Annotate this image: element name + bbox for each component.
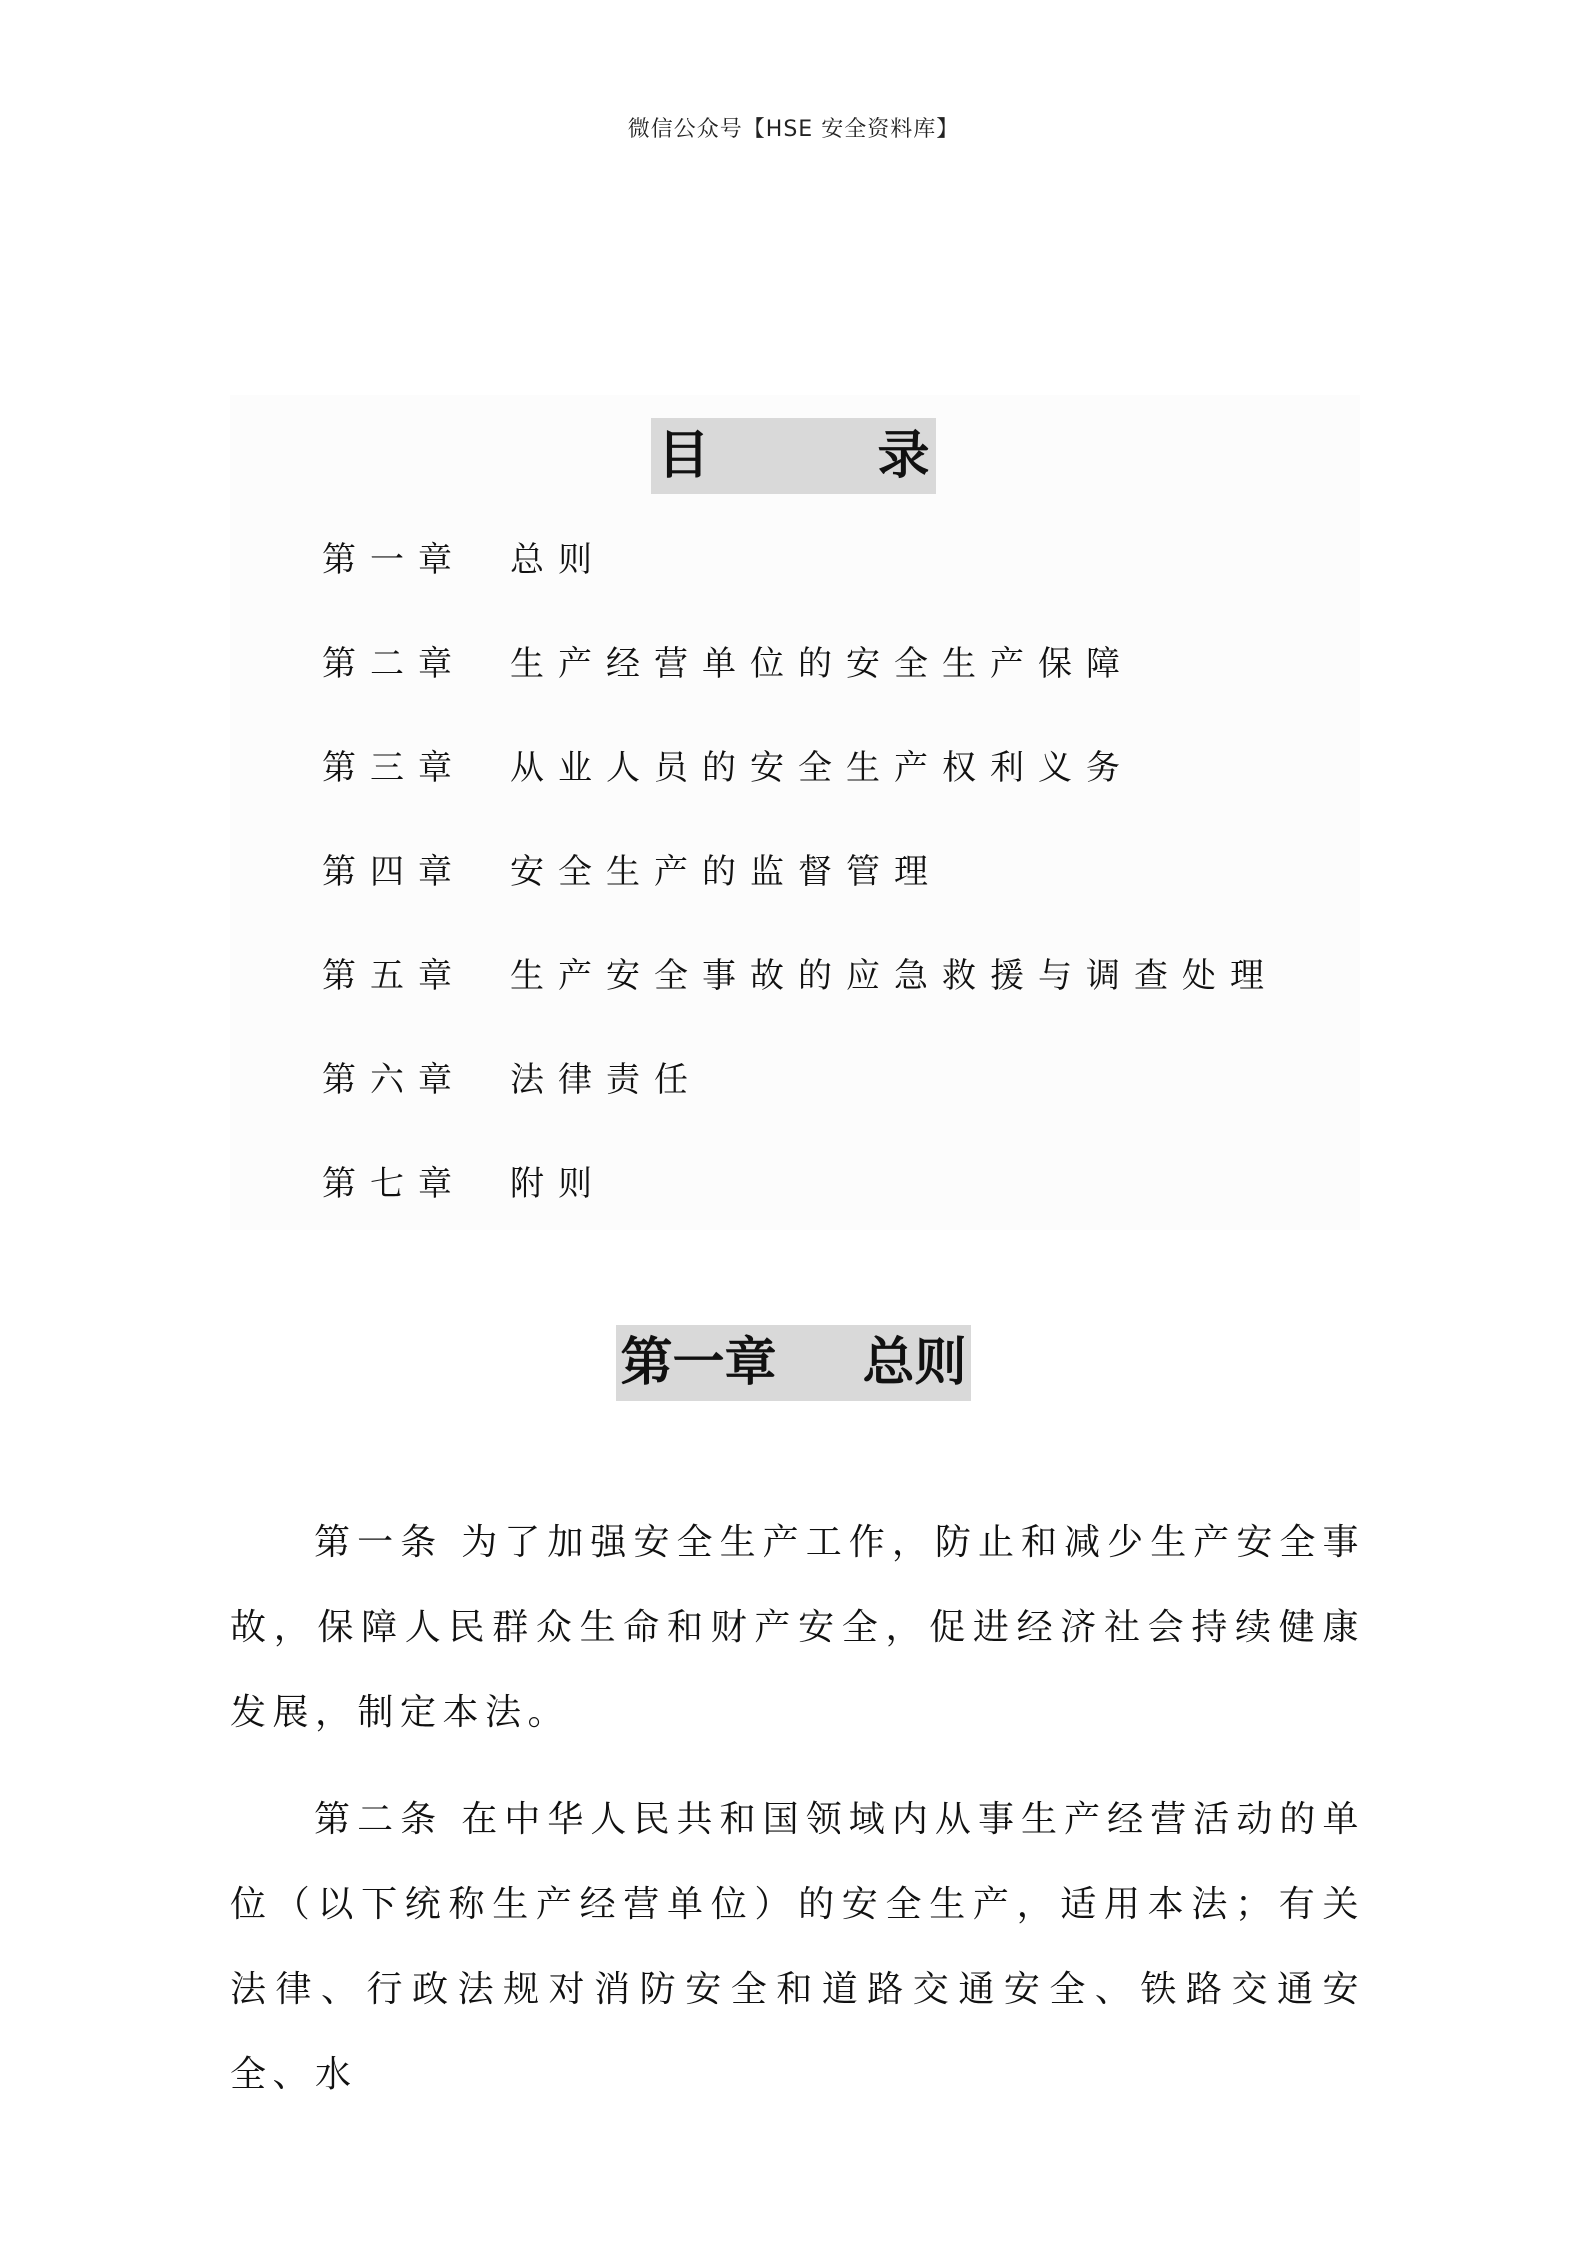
toc-chapter-name: 附则 bbox=[510, 1164, 606, 1204]
chapter-heading bbox=[616, 1325, 970, 1401]
toc-item-chapter-4[interactable] bbox=[322, 834, 1278, 938]
toc-item-chapter-3[interactable] bbox=[322, 730, 1278, 834]
article-text: 在中华人民共和国领域内从事生产经营活动的单位（以下统称生产经营单位）的安全生产，适用本法；有关法律、行政法规对消防安全和道路交通安全、铁路交通安全、水 bbox=[230, 1799, 1365, 2095]
toc-chapter-number: 第六章 bbox=[322, 1060, 466, 1100]
toc-chapter-number: 第七章 bbox=[322, 1164, 466, 1204]
toc-item-chapter-5[interactable] bbox=[322, 938, 1278, 1042]
toc-item-chapter-6[interactable] bbox=[322, 1042, 1278, 1146]
article-label: 第一条 bbox=[314, 1522, 444, 1563]
toc-item-chapter-1[interactable] bbox=[322, 522, 1278, 626]
toc-chapter-number: 第三章 bbox=[322, 748, 466, 788]
chapter-number: 第一章 bbox=[620, 1332, 777, 1393]
chapter-body bbox=[230, 1500, 1365, 2139]
toc-chapter-number: 第一章 bbox=[322, 540, 466, 580]
toc-chapter-name: 生产安全事故的应急救援与调查处理 bbox=[510, 956, 1278, 996]
toc-title: 目 录 bbox=[651, 418, 935, 494]
toc-list bbox=[322, 522, 1278, 1250]
page-header: 微信公众号【HSE 安全资料库】 bbox=[627, 117, 960, 142]
article-1 bbox=[230, 1500, 1365, 1755]
article-2 bbox=[230, 1777, 1365, 2117]
article-label: 第二条 bbox=[314, 1799, 444, 1840]
toc-chapter-name: 生产经营单位的安全生产保障 bbox=[510, 644, 1134, 684]
toc-chapter-name: 法律责任 bbox=[510, 1060, 702, 1100]
chapter-name: 总则 bbox=[862, 1332, 967, 1393]
toc-title-wrap bbox=[0, 418, 1587, 494]
toc-item-chapter-2[interactable] bbox=[322, 626, 1278, 730]
toc-chapter-number: 第五章 bbox=[322, 956, 466, 996]
article-text: 为了加强安全生产工作，防止和减少生产安全事故，保障人民群众生命和财产安全，促进经济社会持续健康发展，制定本法。 bbox=[230, 1522, 1365, 1733]
toc-item-chapter-7[interactable] bbox=[322, 1146, 1278, 1250]
toc-chapter-name: 从业人员的安全生产权利义务 bbox=[510, 748, 1134, 788]
toc-chapter-number: 第二章 bbox=[322, 644, 466, 684]
toc-chapter-name: 安全生产的监督管理 bbox=[510, 852, 942, 892]
toc-chapter-name: 总则 bbox=[510, 540, 606, 580]
toc-chapter-number: 第四章 bbox=[322, 852, 466, 892]
chapter-heading-wrap bbox=[0, 1325, 1587, 1401]
